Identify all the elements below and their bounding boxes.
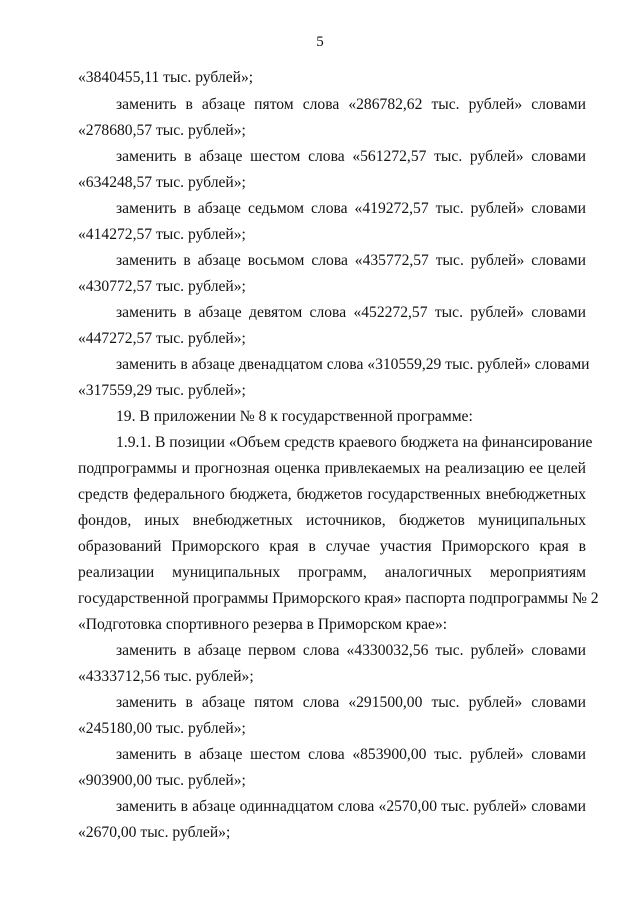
text-line: средств федерального бюджета, бюджетов государственных внебюджетных xyxy=(78,486,586,503)
text-line: «903900,00 тыс. рублей»; xyxy=(78,772,246,789)
text-line: заменить в абзаце шестом слова «561272,57 тыс. рублей» словами xyxy=(116,148,586,165)
text-line: «430772,57 тыс. рублей»; xyxy=(78,278,246,295)
page-number: 5 xyxy=(316,34,324,50)
text-line: заменить в абзаце седьмом слова «419272,57 тыс. рублей» словами xyxy=(116,200,586,217)
text-line: заменить в абзаце первом слова «4330032,56 тыс. рублей» словами xyxy=(116,642,586,659)
text-line: заменить в абзаце пятом слова «291500,00 тыс. рублей» словами xyxy=(116,694,586,711)
text-line: «245180,00 тыс. рублей»; xyxy=(78,720,246,737)
text-line: заменить в абзаце восьмом слова «435772,57 тыс. рублей» словами xyxy=(116,252,586,269)
text-line: подпрограммы и прогнозная оценка привлекаемых на реализацию ее целей xyxy=(78,460,586,477)
text-line: «4333712,56 тыс. рублей»; xyxy=(78,668,254,685)
text-line: реализации муниципальных программ, аналогичных мероприятиям xyxy=(78,564,586,581)
text-line: «414272,57 тыс. рублей»; xyxy=(78,226,246,243)
text-line: «317559,29 тыс. рублей»; xyxy=(78,382,246,399)
text-line: заменить в абзаце пятом слова «286782,62 тыс. рублей» словами xyxy=(116,96,586,113)
text-line: «Подготовка спортивного резерва в Приморском крае»: xyxy=(78,616,448,633)
text-line: заменить в абзаце двенадцатом слова «310559,29 тыс. рублей» словами xyxy=(116,356,590,373)
text-line: «3840455,11 тыс. рублей»; xyxy=(78,69,254,86)
text-line: «447272,57 тыс. рублей»; xyxy=(78,330,246,347)
text-line: государственной программы Приморского края» паспорта подпрограммы № 2 xyxy=(78,590,599,607)
text-line: «278680,57 тыс. рублей»; xyxy=(78,122,246,139)
text-line: заменить в абзаце девятом слова «452272,57 тыс. рублей» словами xyxy=(116,304,586,321)
text-line: 1.9.1. В позиции «Объем средств краевого бюджета на финансирование xyxy=(116,434,593,451)
section-heading: 19. В приложении № 8 к государственной программе: xyxy=(116,408,473,425)
text-line: образований Приморского края в случае участия Приморского края в xyxy=(78,538,586,555)
text-line: заменить в абзаце одиннадцатом слова «2570,00 тыс. рублей» словами xyxy=(116,798,586,815)
text-line: «2670,00 тыс. рублей»; xyxy=(78,824,231,841)
text-line: «634248,57 тыс. рублей»; xyxy=(78,174,246,191)
text-line: фондов, иных внебюджетных источников, бюджетов муниципальных xyxy=(78,512,586,529)
text-line: заменить в абзаце шестом слова «853900,00 тыс. рублей» словами xyxy=(116,746,586,763)
